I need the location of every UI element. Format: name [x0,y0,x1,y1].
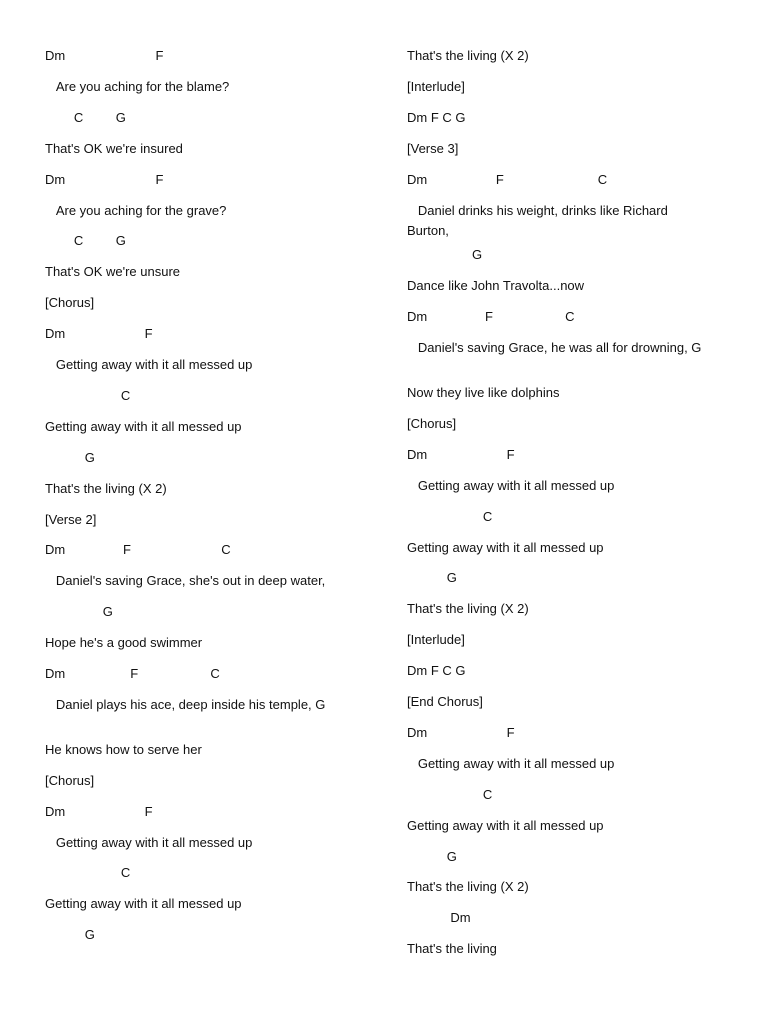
chord-line: C G [45,233,126,249]
chord-line: Dm F C G [407,663,466,679]
lyric-line: Dance like John Travolta...now [407,278,585,294]
chord-line: Dm F [45,171,164,187]
chord-line: G [45,927,95,943]
lyric-line: Daniel's saving Grace, she's out in deep water, [45,573,326,589]
lyric-line: Getting away with it all messed up [407,755,615,771]
chord-line: Dm F [45,326,153,342]
lyric-line: Are you aching for the blame? [45,78,230,94]
chord-line: C [407,508,493,524]
lyric-line: Dm F C [407,171,608,187]
lyric-line: Hope he's a good swimmer [45,635,203,651]
section-label: [Verse 3] [407,140,459,156]
lyric-line: That's the living (X 2) [45,480,167,496]
lyric-line: Daniel's saving Grace, he was all for drowning, G [407,340,702,356]
lyric-line: That's OK we're insured [45,140,183,156]
chord-line: Dm F [407,446,515,462]
chord-line: G [407,848,457,864]
lyric-line: That's the living (X 2) [407,48,529,63]
chord-line: Dm [407,910,471,926]
chord-line: Dm F [45,48,164,63]
lyric-line: Daniel drinks his weight, drinks like Richard Burton, [407,202,672,238]
section-label: [Interlude] [407,632,465,648]
lyric-line: Getting away with it all messed up [407,477,615,493]
chord-line: Dm F [407,724,515,740]
lyric-line: That's the living (X 2) [407,879,529,895]
lyric-line: Dm F C [45,666,220,681]
lyric-line: Dm F C [407,309,575,325]
lyric-line: Getting away with it all messed up [45,418,242,434]
section-label: [Interlude] [407,78,465,94]
section-label: [Verse 2] [45,511,97,527]
lyric-line: He knows how to serve her [45,741,202,757]
lyric-line: Dm F C [45,542,231,558]
lyric-line: Getting away with it all messed up [407,539,604,555]
chord-line: G [45,604,113,620]
lyric-line: Getting away with it all messed up [45,834,253,850]
lyric-line: Getting away with it all messed up [45,357,253,372]
lyric-line: That's the living (X 2) [407,601,529,617]
chord-line: Dm F [45,803,153,819]
lyric-line: Now they live like dolphins [407,385,560,400]
section-label: [End Chorus] [407,694,483,709]
chord-line: C [407,786,493,802]
lyric-line: That's the living [407,941,497,957]
chord-line: C [45,865,131,881]
lyric-line: Getting away with it all messed up [45,896,242,912]
chord-line: G [45,449,95,465]
lyric-line: Daniel plays his ace, deep inside his temple, G [45,696,326,712]
chord-line: G [407,570,457,586]
lyric-line: Getting away with it all messed up [407,817,604,833]
chord-line: C G [45,109,126,125]
section-label: [Chorus] [407,415,457,431]
lyric-line: Are you aching for the grave? [45,202,227,218]
chord-line: G [407,247,483,263]
lyric-line: That's OK we're unsure [45,264,181,280]
chord-line: Dm F C G [407,109,466,125]
section-label: [Chorus] [45,295,95,311]
chord-line: C [45,387,131,403]
section-label: [Chorus] [45,772,95,788]
